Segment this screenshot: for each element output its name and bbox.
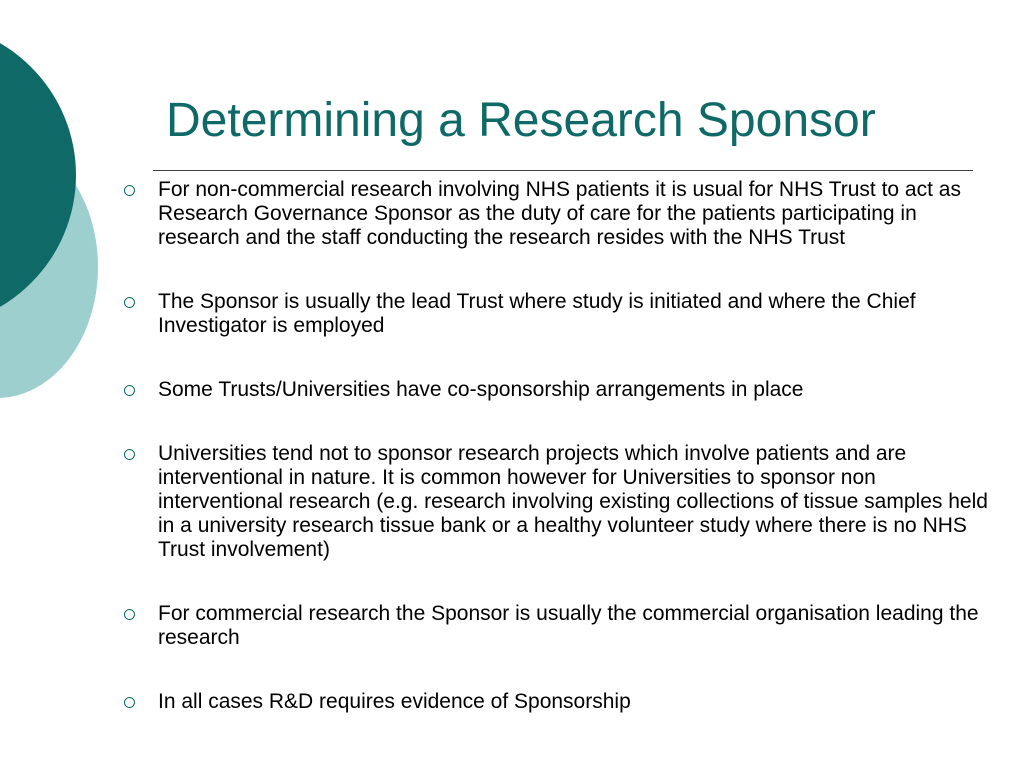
bullet-item	[118, 690, 988, 714]
bullet-item	[118, 442, 988, 562]
bullet-text: In all cases R&D requires evidence of Sponsorship	[158, 690, 631, 713]
bullet-circle-icon	[124, 609, 135, 620]
bullet-text: For non-commercial research involving NHS patients it is usual for NHS Trust to act as Research Governance Sponsor as the duty of care for the patients participating in research and the staff conducting the research resides with the NHS Trust	[158, 178, 961, 249]
bullet-item	[118, 178, 988, 250]
bullet-text: For commercial research the Sponsor is usually the commercial organisation leading the research	[158, 602, 979, 649]
bullet-item	[118, 378, 988, 402]
bullet-list	[118, 178, 988, 754]
bullet-circle-icon	[124, 449, 135, 460]
bullet-item	[118, 602, 988, 650]
bullet-circle-icon	[124, 185, 135, 196]
bullet-text: The Sponsor is usually the lead Trust where study is initiated and where the Chief Investigator is employed	[158, 290, 916, 337]
bullet-circle-icon	[124, 385, 135, 396]
bullet-text: Universities tend not to sponsor research projects which involve patients and are interventional in nature. It is common however for Universities to sponsor non interventional research (e.g. research involving existing collections of tissue samples held in a university research tissue bank or a healthy volunteer study where there is no NHS Trust involvement)	[158, 442, 988, 561]
bullet-item	[118, 290, 988, 338]
slide-title: Determining a Research Sponsor	[166, 94, 876, 147]
bullet-text: Some Trusts/Universities have co-sponsorship arrangements in place	[158, 378, 804, 401]
bullet-circle-icon	[124, 297, 135, 308]
bullet-circle-icon	[124, 697, 135, 708]
title-divider	[153, 170, 973, 171]
